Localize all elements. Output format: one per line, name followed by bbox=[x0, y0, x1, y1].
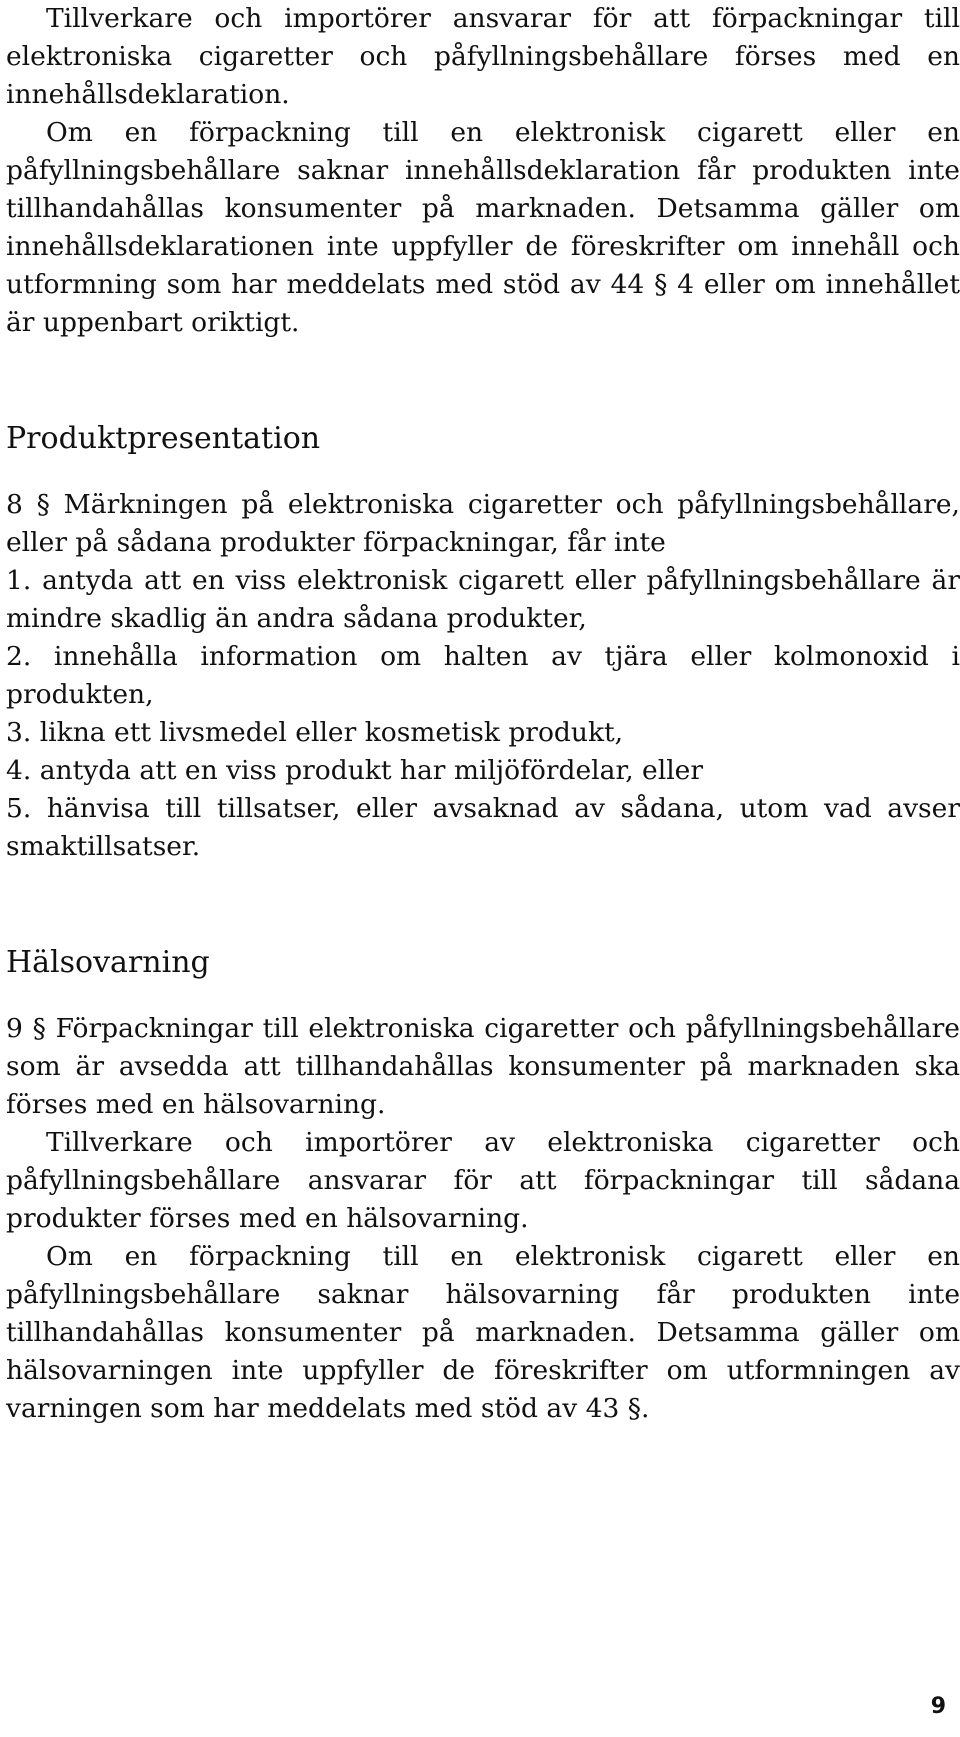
section-8-text: Märkningen på elektroniska cigaretter och påfyllningsbehållare, eller på sådana produkter förpackningar, får inte bbox=[6, 489, 960, 558]
spacer bbox=[6, 342, 960, 420]
section-9-paragraph-missing-warning: Om en förpackning till en elektronisk cigarett eller en påfyllningsbehållare saknar hälsovarning får produkten inte tillhandahållas konsumenter på marknaden. Detsamma gäller om hälsovarningen inte uppfyller de föreskrifter om utformningen av varningen som har meddelats med stöd av 43 §. bbox=[6, 1241, 960, 1424]
heading-halsovarning: Hälsovarning bbox=[6, 945, 210, 980]
spacer bbox=[6, 982, 960, 1010]
spacer bbox=[6, 866, 960, 944]
section-9-lead bbox=[6, 1010, 960, 1124]
section-number: 9 § bbox=[6, 1013, 46, 1044]
heading-produktpresentation: Produktpresentation bbox=[6, 421, 321, 456]
section-8-lead bbox=[6, 486, 960, 562]
page-number: 9 bbox=[930, 1694, 946, 1719]
section-9-text: Förpackningar till elektroniska cigaretter och påfyllningsbehållare som är avsedda att tillhandahållas konsumenter på marknaden ska förses med en hälsovarning. bbox=[6, 1013, 960, 1120]
section-number: 8 § bbox=[6, 489, 50, 520]
section-9-paragraph-responsibility: Tillverkare och importörer av elektroniska cigaretter och påfyllningsbehållare ansvarar för att förpackningar till sådana produkter förses med en hälsovarning. bbox=[6, 1127, 960, 1234]
list-item: 1. antyda att en viss elektronisk cigarett eller påfyllningsbehållare är mindre skadlig än andra sådana produkter, bbox=[6, 565, 960, 634]
spacer bbox=[6, 458, 960, 486]
list-item: 3. likna ett livsmedel eller kosmetisk produkt, bbox=[6, 717, 624, 748]
list-item: 4. antyda att en viss produkt har miljöfördelar, eller bbox=[6, 755, 704, 786]
list-item: 5. hänvisa till tillsatser, eller avsaknad av sådana, utom vad avser smaktillsatser. bbox=[6, 793, 960, 862]
document-page bbox=[6, 0, 960, 1428]
intro-paragraph-missing-declaration: Om en förpackning till en elektronisk cigarett eller en påfyllningsbehållare saknar innehållsdeklaration får produkten inte tillhandahållas konsumenter på marknaden. Detsamma gäller om innehållsdeklarationen inte uppfyller de föreskrifter om innehåll och utformning som har meddelats med stöd av 44 § 4 eller om innehållet är uppenbart oriktigt. bbox=[6, 117, 960, 338]
intro-paragraph-responsibility: Tillverkare och importörer ansvarar för att förpackningar till elektroniska cigaretter och påfyllningsbehållare förses med en innehållsdeklaration. bbox=[6, 3, 960, 110]
list-item: 2. innehålla information om halten av tjära eller kolmonoxid i produkten, bbox=[6, 641, 960, 710]
